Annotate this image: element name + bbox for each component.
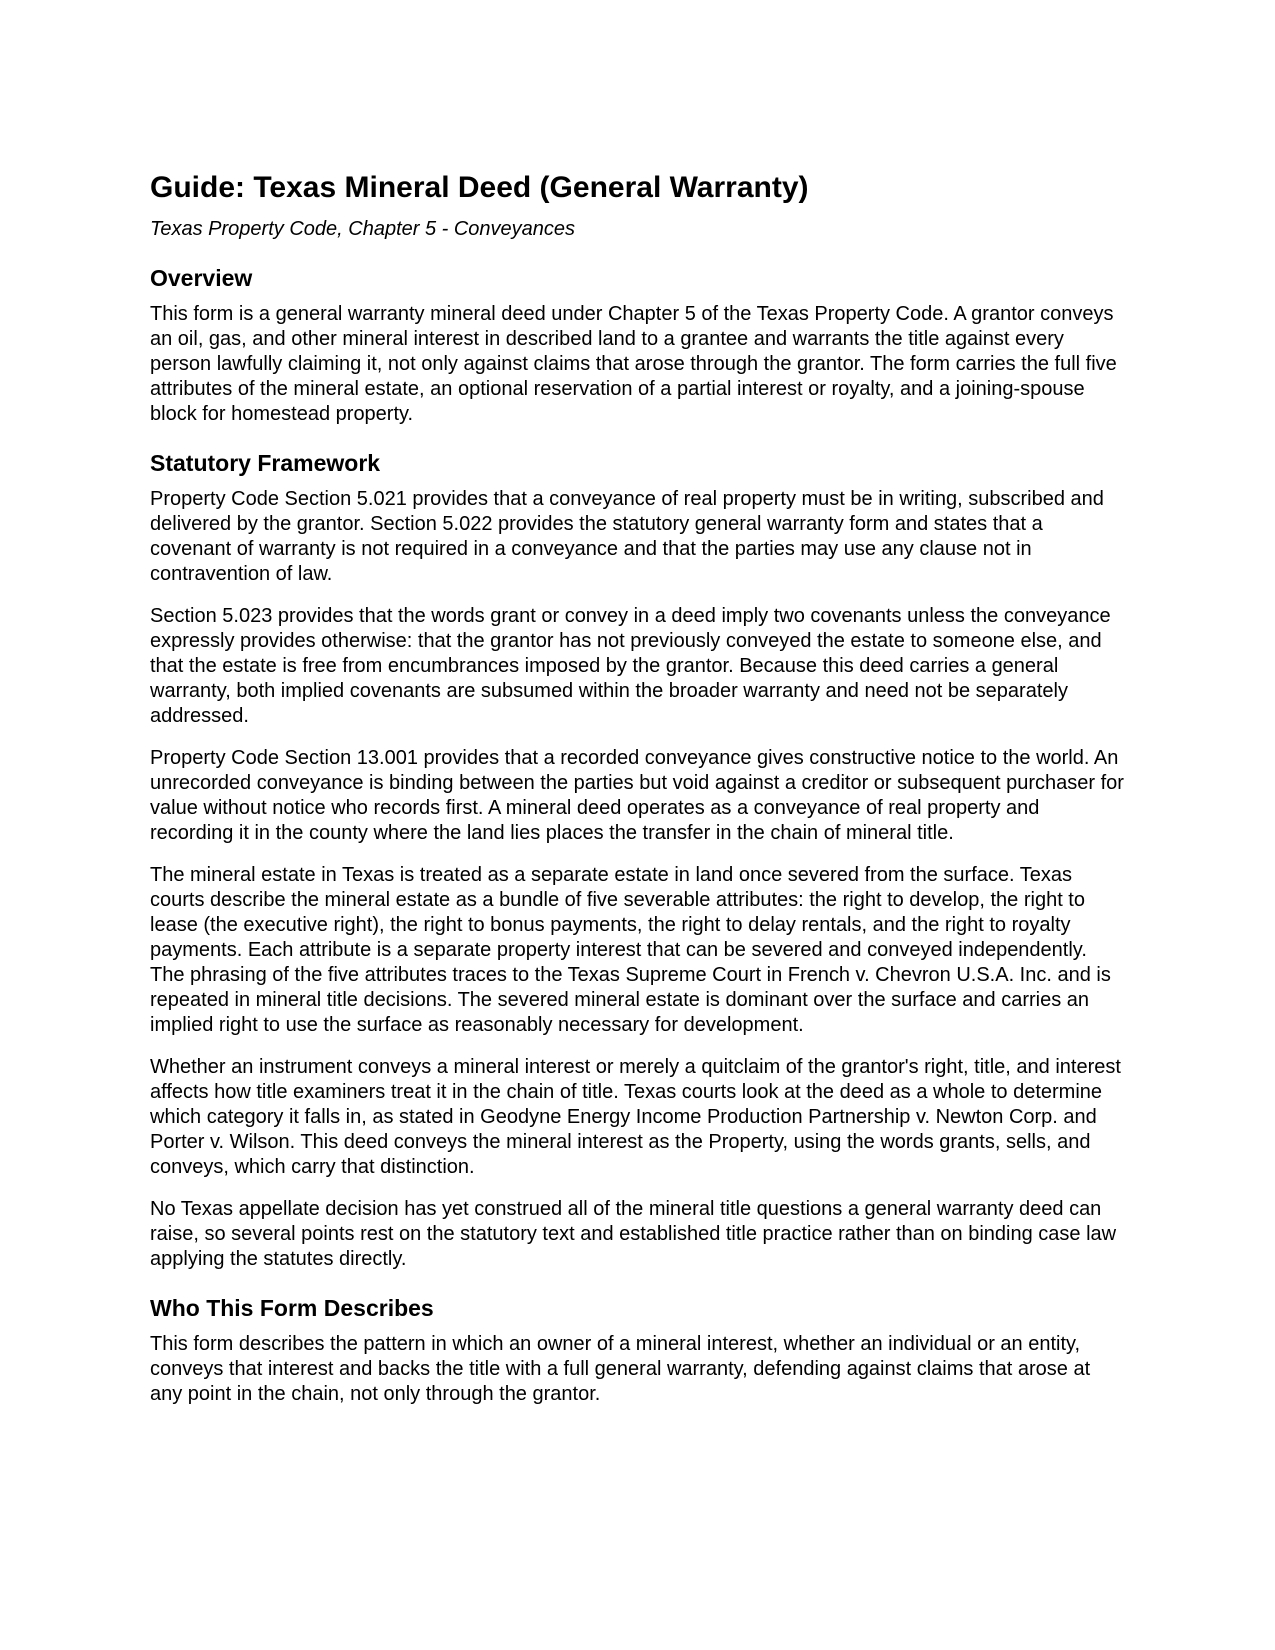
overview-paragraph: This form is a general warranty mineral deed under Chapter 5 of the Texas Property Code. A grantor conveys an oil, gas, and other mineral interest in described land to a grantee and warrants the title against every person lawfully claiming it, not only against claims that arose through the grantor. The form carries the full five attributes of the mineral estate, an optional reservation of a partial interest or royalty, and a joining-spouse block for homestead property. — [150, 303, 1117, 425]
section-overview — [150, 264, 1126, 427]
section-who-this-form-describes — [150, 1294, 1126, 1407]
document-title: Guide: Texas Mineral Deed (General Warranty) — [150, 171, 809, 204]
statutory-paragraph-5023: Section 5.023 provides that the words grant or convey in a deed imply two covenants unless the conveyance expressly provides otherwise: that the grantor has not previously conveyed the estate to someone else, and that the estate is free from encumbrances imposed by the grantor. Because this deed carries a general warranty, both implied covenants are subsumed within the broader warranty and need not be separately addressed. — [150, 605, 1111, 727]
section-heading-who-this-form-describes: Who This Form Describes — [150, 1295, 434, 1321]
statutory-paragraph-case-law: No Texas appellate decision has yet construed all of the mineral title questions a general warranty deed can raise, so several points rest on the statutory text and established title practice rather than on binding case law applying the statutes directly. — [150, 1198, 1117, 1270]
document-page — [150, 170, 1126, 1407]
section-heading-statutory-framework: Statutory Framework — [150, 450, 381, 476]
statutory-paragraph-mineral-estate: The mineral estate in Texas is treated as a separate estate in land once severed from the surface. Texas courts describe the mineral estate as a bundle of five severable attributes: the right to develop, the right to lease (the executive right), the right to bonus payments, the right to delay rentals, and the right to royalty payments. Each attribute is a separate property interest that can be severed and conveyed independently. The phrasing of the five attributes traces to the Texas Supreme Court in French v. Chevron U.S.A. Inc. and is repeated in mineral title decisions. The severed mineral estate is dominant over the surface and carries an implied right to use the surface as reasonably necessary for development. — [150, 864, 1111, 1036]
section-heading-overview: Overview — [150, 265, 253, 291]
who-paragraph: This form describes the pattern in which an owner of a mineral interest, whether an individual or an entity, conveys that interest and backs the title with a full general warranty, defending against claims that arose at any point in the chain, not only through the grantor. — [150, 1333, 1091, 1405]
statutory-paragraph-13001: Property Code Section 13.001 provides that a recorded conveyance gives constructive notice to the world. An unrecorded conveyance is binding between the parties but void against a creditor or subsequent purchaser for value without notice who records first. A mineral deed operates as a conveyance of real property and recording it in the county where the land lies places the transfer in the chain of mineral title. — [150, 747, 1124, 844]
document-subtitle: Texas Property Code, Chapter 5 - Conveyances — [150, 218, 576, 240]
statutory-paragraph-quitclaim: Whether an instrument conveys a mineral interest or merely a quitclaim of the grantor's right, title, and interest affects how title examiners treat it in the chain of title. Texas courts look at the deed as a whole to determine which category it falls in, as stated in Geodyne Energy Income Production Partnership v. Newton Corp. and Porter v. Wilson. This deed conveys the mineral interest as the Property, using the words grants, sells, and conveys, which carry that distinction. — [150, 1056, 1121, 1178]
section-statutory-framework — [150, 449, 1126, 1272]
statutory-paragraph-5021: Property Code Section 5.021 provides that a conveyance of real property must be in writing, subscribed and delivered by the grantor. Section 5.022 provides the statutory general warranty form and states that a covenant of warranty is not required in a conveyance and that the parties may use any clause not in contravention of law. — [150, 488, 1104, 585]
